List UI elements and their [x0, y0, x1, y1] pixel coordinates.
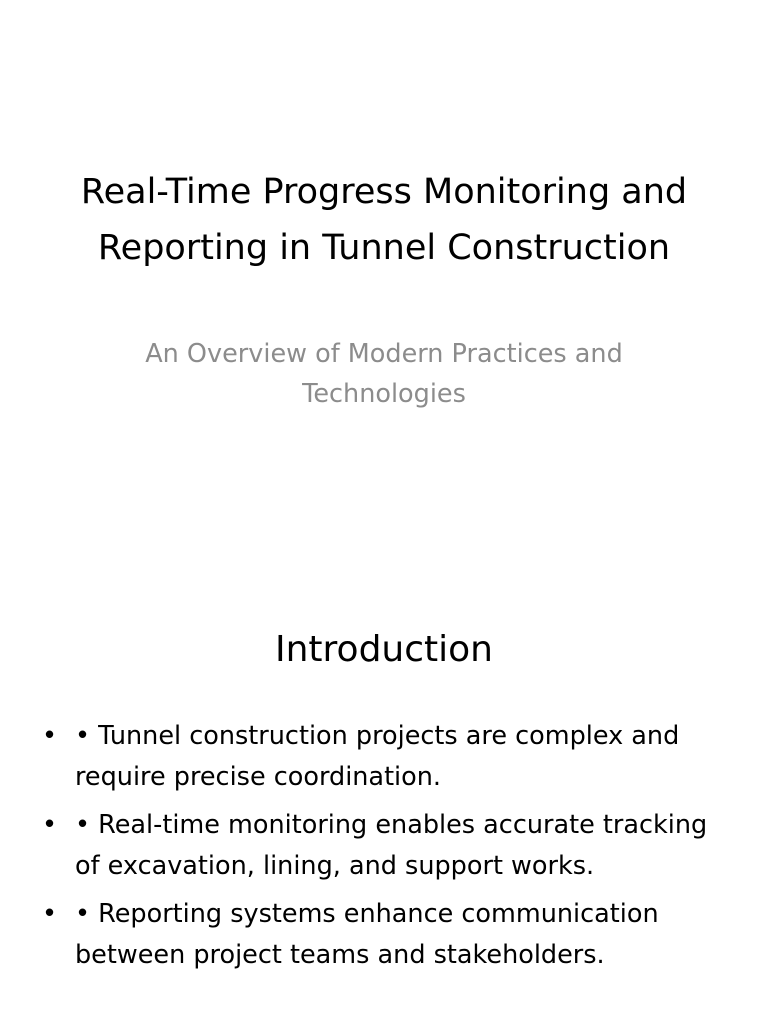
slide-subtitle: An Overview of Modern Practices and Technologies [145, 339, 623, 409]
list-item [38, 805, 738, 887]
bullet-text: • Reporting systems enhance communication between project teams and stakeholders. [75, 899, 659, 970]
bullet-marker: • [42, 810, 58, 840]
list-item [38, 716, 738, 798]
bullet-marker: • [42, 899, 58, 929]
slide-title: Real-Time Progress Monitoring and Reporting in Tunnel Construction [80, 172, 688, 268]
section-heading: Introduction [274, 629, 493, 670]
bullet-marker: • [42, 721, 58, 751]
bullet-list [38, 716, 738, 983]
bullet-text: • Tunnel construction projects are complex and require precise coordination. [75, 721, 680, 792]
bullet-text: • Real-time monitoring enables accurate tracking of excavation, lining, and support works. [75, 810, 708, 881]
list-item [38, 894, 738, 976]
